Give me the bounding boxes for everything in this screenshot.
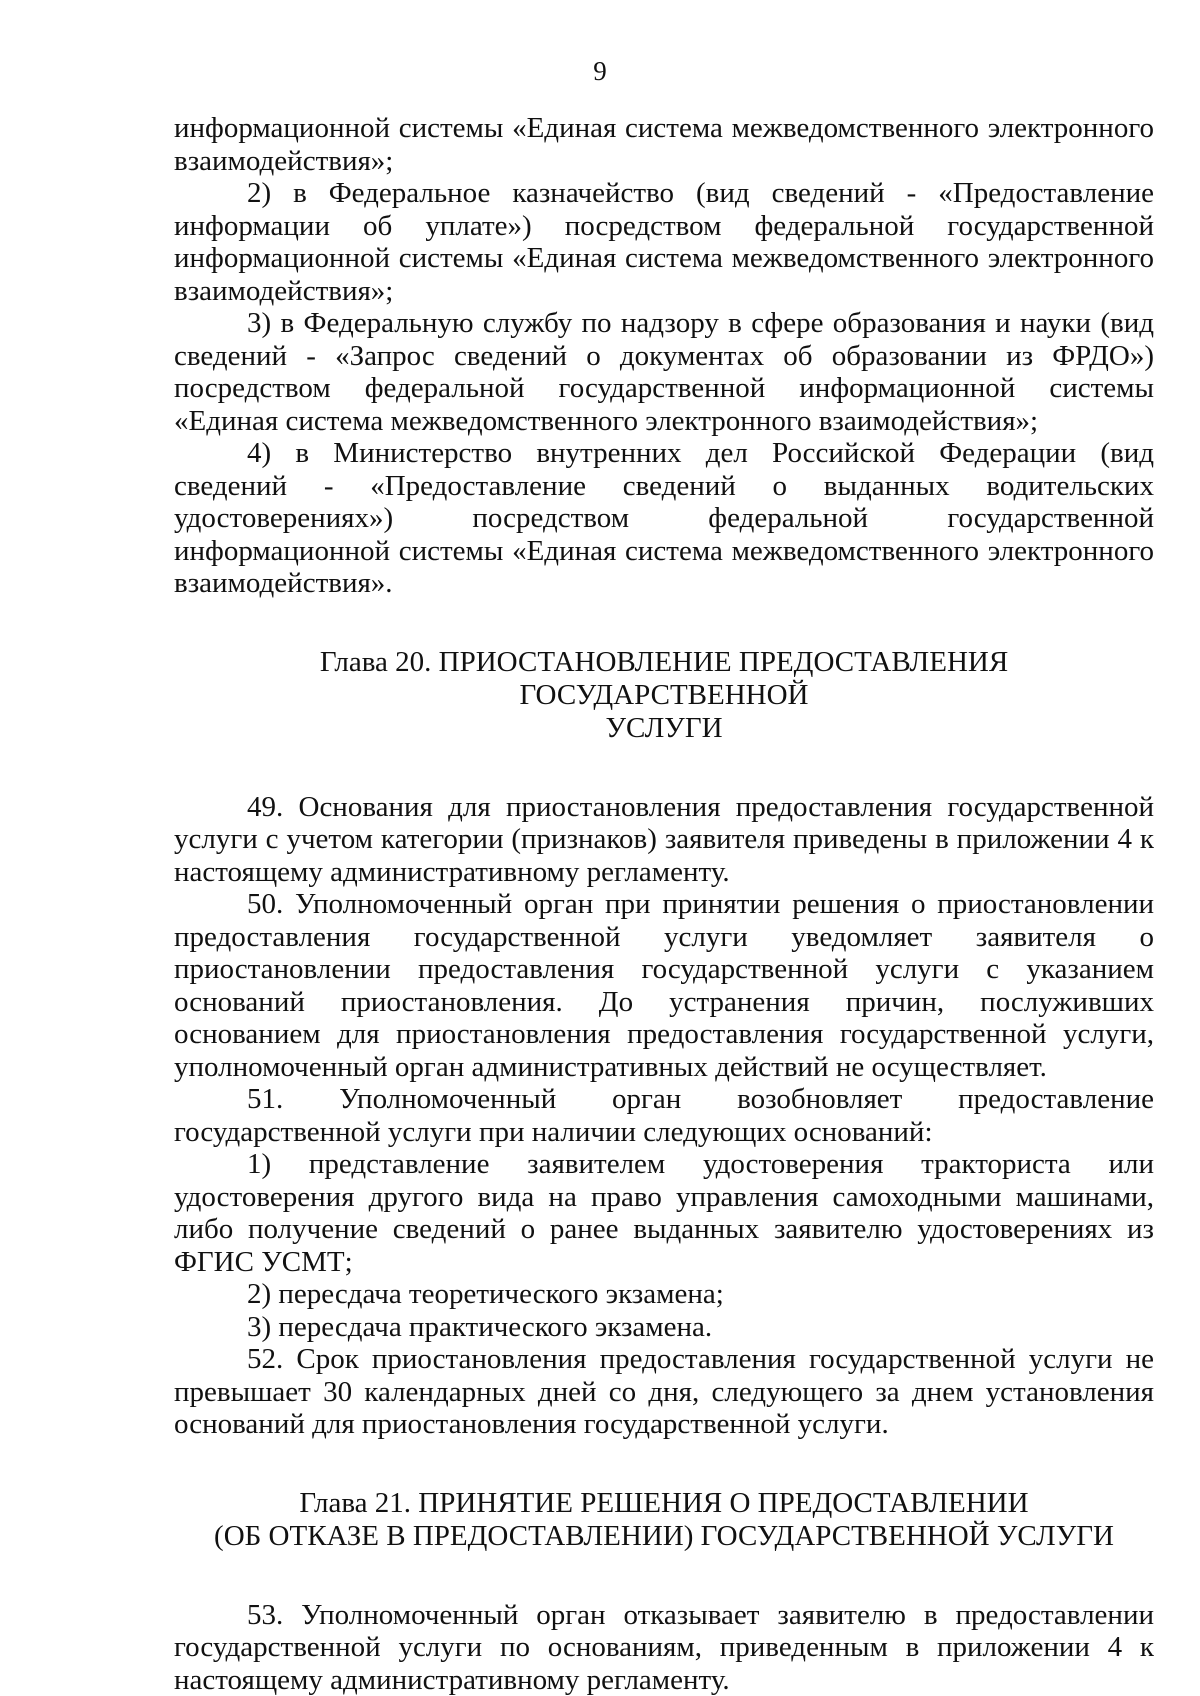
- paragraph-49: 49. Основания для приостановления предоставления государственной услуги с учетом категории (признаков) заявителя приведены в приложении 4 к настоящему административному регламенту.: [174, 791, 1154, 889]
- chapter-20-heading-line-1: Глава 20. ПРИОСТАНОВЛЕНИЕ ПРЕДОСТАВЛЕНИЯ ГОСУДАРСТВЕННОЙ: [174, 646, 1154, 712]
- chapter-20-heading: [174, 646, 1154, 745]
- list-item-rosobrnadzor: 3) в Федеральную службу по надзору в сфере образования и науки (вид сведений - «Запрос сведений о документах об образовании из ФРДО») посредством федеральной государственной информационной системы «Единая система межведомственного электронного взаимодействия»;: [174, 307, 1154, 437]
- list-item-mvd: 4) в Министерство внутренних дел Российской Федерации (вид сведений - «Предоставление сведений о выданных водительских удостоверениях») посредством федеральной государственной информационной системы «Единая система межведомственного электронного взаимодействия».: [174, 437, 1154, 600]
- paragraph-51: 51. Уполномоченный орган возобновляет предоставление государственной услуги при наличии следующих оснований:: [174, 1083, 1154, 1148]
- page-number: 9: [0, 56, 1200, 86]
- chapter-21-heading-line-1: Глава 21. ПРИНЯТИЕ РЕШЕНИЯ О ПРЕДОСТАВЛЕНИИ: [174, 1487, 1154, 1520]
- paragraph-53: 53. Уполномоченный орган отказывает заявителю в предоставлении государственной услуги по основаниям, приведенным в приложении 4 к настоящему административному регламенту.: [174, 1599, 1154, 1696]
- paragraph-51-item-3: 3) пересдача практического экзамена.: [174, 1311, 1154, 1344]
- paragraph-51-item-1: 1) представление заявителем удостоверения тракториста или удостоверения другого вида на право управления самоходными машинами, либо получение сведений о ранее выданных заявителю удостоверениях из ФГИС УСМТ;: [174, 1148, 1154, 1278]
- list-item-federal-treasury: 2) в Федеральное казначейство (вид сведений - «Предоставление информации об уплате») посредством федеральной государственной информационной системы «Единая система межведомственного электронного взаимодействия»;: [174, 177, 1154, 307]
- chapter-21-heading: [174, 1487, 1154, 1553]
- paragraph-continuation: информационной системы «Единая система межведомственного электронного взаимодействия»;: [174, 112, 1154, 177]
- paragraph-51-item-2: 2) пересдача теоретического экзамена;: [174, 1278, 1154, 1311]
- paragraph-50: 50. Уполномоченный орган при принятии решения о приостановлении предоставления государственной услуги уведомляет заявителя о приостановлении предоставления государственной услуги с указанием оснований приостановления. До устранения причин, послуживших основанием для приостановления предоставления государственной услуги, уполномоченный орган административных действий не осуществляет.: [174, 888, 1154, 1083]
- chapter-20-heading-line-2: УСЛУГИ: [174, 712, 1154, 745]
- document-body: [174, 112, 1154, 1696]
- paragraph-52: 52. Срок приостановления предоставления государственной услуги не превышает 30 календарных дней со дня, следующего за днем установления оснований для приостановления государственной услуги.: [174, 1343, 1154, 1441]
- chapter-21-heading-line-2: (ОБ ОТКАЗЕ В ПРЕДОСТАВЛЕНИИ) ГОСУДАРСТВЕННОЙ УСЛУГИ: [174, 1520, 1154, 1553]
